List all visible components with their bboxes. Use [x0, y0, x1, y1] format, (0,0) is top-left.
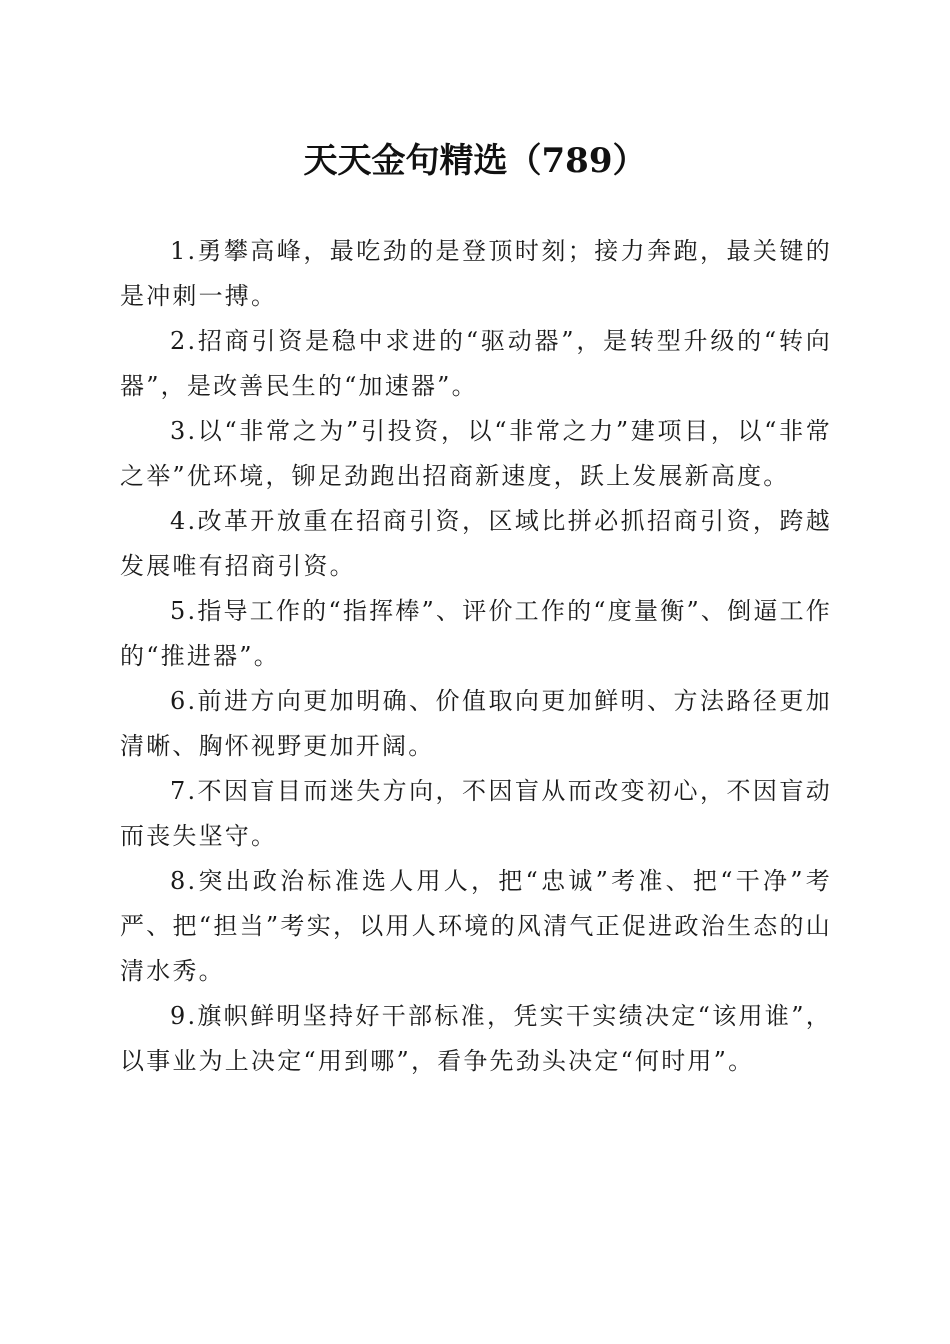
paragraph-5: 5.指导工作的“指挥棒”、评价工作的“度量衡”、倒逼工作的“推进器”。	[120, 597, 832, 670]
paragraph-3: 3.以“非常之为”引投资，以“非常之力”建项目，以“非常之举”优环境，铆足劲跑出招商新速度，跃上发展新高度。	[120, 417, 832, 490]
paragraph-1: 1.勇攀高峰，最吃劲的是登顶时刻；接力奔跑，最关键的是冲刺一搏。	[120, 237, 832, 310]
paragraph-8: 8.突出政治标准选人用人，把“忠诚”考准、把“干净”考严、把“担当”考实，以用人环境的风清气正促进政治生态的山清水秀。	[120, 867, 832, 985]
paragraph-9: 9.旗帜鲜明坚持好干部标准，凭实干实绩决定“该用谁”，以事业为上决定“用到哪”，看争先劲头决定“何时用”。	[120, 1002, 832, 1075]
document-body	[120, 229, 832, 1084]
paragraph-4: 4.改革开放重在招商引资，区域比拼必抓招商引资，跨越发展唯有招商引资。	[120, 507, 832, 580]
paragraph-7: 7.不因盲目而迷失方向，不因盲从而改变初心，不因盲动而丧失坚守。	[120, 777, 832, 850]
paragraph-2: 2.招商引资是稳中求进的“驱动器”，是转型升级的“转向器”，是改善民生的“加速器”。	[120, 327, 832, 400]
paragraph-6: 6.前进方向更加明确、价值取向更加鲜明、方法路径更加清晰、胸怀视野更加开阔。	[120, 687, 832, 760]
document-title: 天天金句精选（789）	[303, 141, 647, 181]
